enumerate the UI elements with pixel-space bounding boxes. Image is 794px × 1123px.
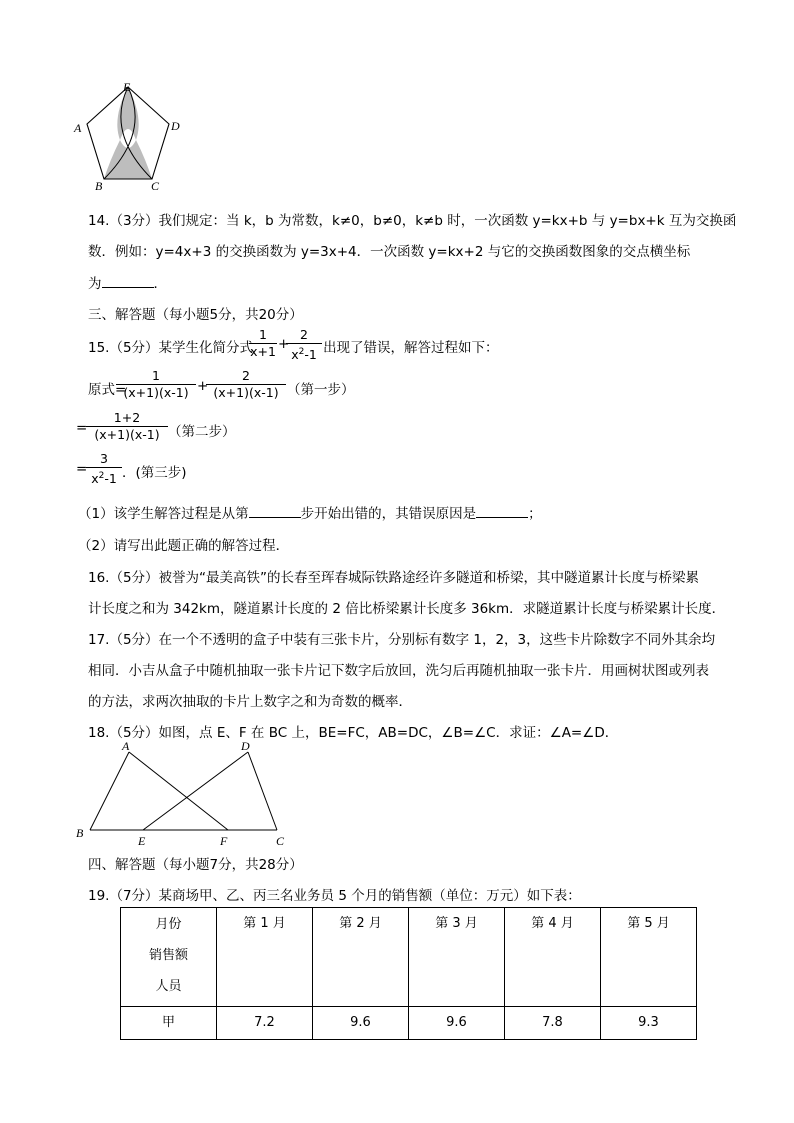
q15-step2-prefix: = <box>76 420 88 436</box>
label-b: B <box>76 826 84 840</box>
table-cell: 7.8 <box>505 1007 601 1040</box>
segment-dc <box>248 752 277 830</box>
q15-sub1: （1）该学生解答过程是从第 步开始出错的，其错误原因是 ； <box>78 506 542 522</box>
q15-step2-num: 1+2 <box>113 410 141 425</box>
table-corner-header: 月份 销售额 人员 <box>121 908 217 1007</box>
table-cell: 9.3 <box>601 1007 697 1040</box>
month-header: 第 1 月 <box>217 908 313 1007</box>
q17-line1: 17.（5分）在一个不透明的盒子中装有三张卡片，分别标有数字 1，2，3，这些卡片除数字不同外其余均 <box>88 632 716 648</box>
label-d: D <box>171 119 180 133</box>
sales-table <box>120 907 697 1040</box>
q15-step1-f2-den: (x+1)(x-1) <box>206 384 286 401</box>
label-d: D <box>241 739 250 753</box>
q15-step3-den: $x^2-1$ <box>86 467 122 487</box>
label-e: E <box>123 80 131 94</box>
q14-line2: 数．例如：y=4x+3 的交换函数为 y=3x+4．一次函数 y=kx+2 与它的交换函数图象的交点横坐标 <box>88 244 691 260</box>
month-header: 第 2 月 <box>313 908 409 1007</box>
q15-step1-f1-num: 1 <box>152 368 160 383</box>
triangle-figure <box>72 738 296 852</box>
q18-line1: 18.（5分）如图，点 E、F 在 BC 上，BE=FC，AB=DC，∠B=∠C．求证：∠A=∠D． <box>88 725 619 741</box>
label-c: C <box>276 834 285 848</box>
row-name: 甲 <box>121 1007 217 1040</box>
q15-step1-prefix: 原式= <box>88 382 127 398</box>
q14-line1: 14.（3分）我们规定：当 k，b 为常数，k≠0，b≠0，k≠b 时，一次函数 y=kx+b 与 y=bx+k 互为交换函 <box>88 213 737 229</box>
q15-step1-label: （第一步） <box>287 382 355 398</box>
label-e: E <box>138 834 146 848</box>
q19-line1: 19.（7分）某商场甲、乙、丙三名业务员 5 个月的销售额（单位：万元）如下表： <box>88 888 581 904</box>
q15-frac2-den: $x^2-1$ <box>286 343 322 363</box>
label-b: B <box>95 179 103 193</box>
section4-heading: 四、解答题（每小题7分，共28分） <box>88 857 303 873</box>
table-cell: 9.6 <box>409 1007 505 1040</box>
q15-suffix: 出现了错误，解答过程如下： <box>323 340 499 356</box>
q15-frac1-den: x+1 <box>250 344 276 359</box>
q15-step3-label: ．(第三步) <box>122 465 187 481</box>
label-f: F <box>220 834 228 848</box>
table-row <box>121 1007 697 1040</box>
q15-prefix: 15.（5分）某学生化简分式 <box>88 340 254 356</box>
q17-line2: 相同．小吉从盒子中随机抽取一张卡片记下数字后放回，洗匀后再随机抽取一张卡片．用画树状图或列表 <box>88 663 709 679</box>
month-header: 第 5 月 <box>601 908 697 1007</box>
segment-de <box>143 752 248 830</box>
q15-frac2-num: 2 <box>300 327 308 342</box>
q15-step3-prefix: = <box>76 461 88 477</box>
label-a: A <box>122 739 130 753</box>
q15-plus: + <box>278 336 290 352</box>
q15-frac1 <box>249 327 277 360</box>
table-cell: 7.2 <box>217 1007 313 1040</box>
pentagon-figure <box>70 78 195 196</box>
q15-step2-label: （第二步） <box>168 424 236 440</box>
q15-step1-f1-den: (x+1)(x-1) <box>116 384 196 401</box>
q15-sub2: （2）请写出此题正确的解答过程． <box>78 538 290 554</box>
month-header: 第 3 月 <box>409 908 505 1007</box>
section3-heading: 三、解答题（每小题5分，共20分） <box>88 307 303 323</box>
segment-ab <box>90 752 129 830</box>
q15-step3-frac <box>86 451 122 487</box>
q14-line3 <box>88 272 167 292</box>
month-header: 第 4 月 <box>505 908 601 1007</box>
q14-prefix: 为 <box>88 276 102 292</box>
q15-step1-frac2 <box>206 368 286 401</box>
q15-frac2 <box>286 327 322 363</box>
q16-line1: 16.（5分）被誉为“最美高铁”的长春至珲春城际铁路途经许多隧道和桥梁，其中隧道累计长度与桥梁累 <box>88 570 700 586</box>
answer-blank <box>476 505 528 518</box>
table-header-row <box>121 908 697 1007</box>
q15-step3-num: 3 <box>100 451 108 466</box>
q15-step1-frac1 <box>116 368 196 401</box>
q15-step1-plus: + <box>197 378 209 394</box>
table-cell: 9.6 <box>313 1007 409 1040</box>
q15-step2-den: (x+1)(x-1) <box>86 426 168 443</box>
q15-frac1-num: 1 <box>259 327 267 342</box>
q16-line2: 计长度之和为 342km，隧道累计长度的 2 倍比桥梁累计长度多 36km．求隧道累计长度与桥梁累计长度． <box>88 601 726 617</box>
answer-blank <box>102 275 154 288</box>
label-a: A <box>74 121 82 135</box>
q15-step2-frac <box>86 410 168 443</box>
answer-blank <box>249 505 301 518</box>
q17-line3: 的方法，求两次抽取的卡片上数字之和为奇数的概率． <box>88 694 412 710</box>
segment-af <box>129 752 228 830</box>
label-c: C <box>151 179 160 193</box>
q15-step1-f2-num: 2 <box>242 368 250 383</box>
q14-suffix: ． <box>153 276 167 292</box>
